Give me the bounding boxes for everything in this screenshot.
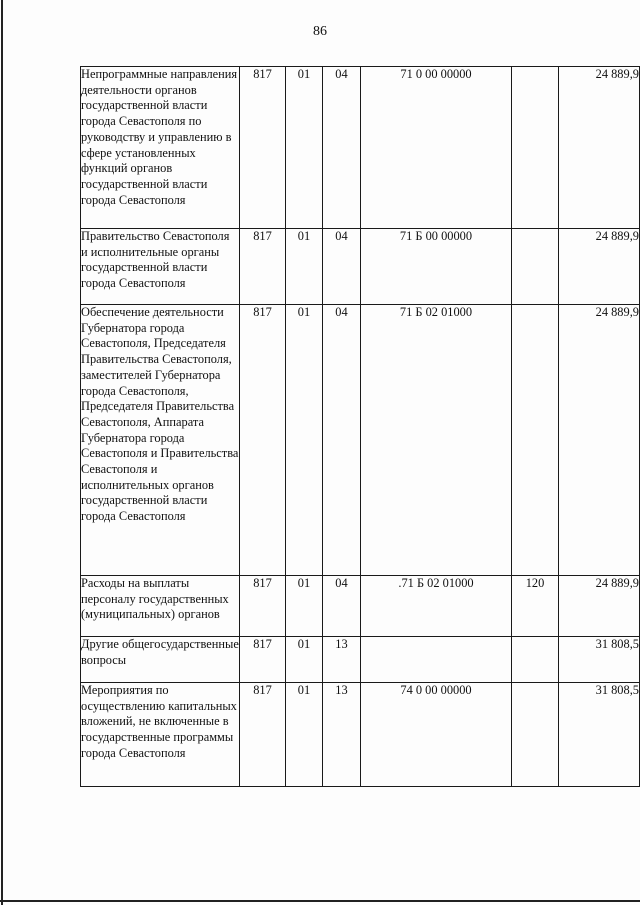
table-row — [81, 576, 640, 637]
row-section-code: 01 — [286, 683, 323, 787]
row-amount: 24 889,9 — [559, 67, 640, 229]
row-ministry-code: 817 — [240, 637, 286, 683]
row-expense-type — [512, 637, 559, 683]
row-ministry-code: 817 — [240, 576, 286, 637]
table-row — [81, 305, 640, 576]
page-number: 86 — [313, 24, 327, 39]
row-section-code: 01 — [286, 229, 323, 305]
row-target-article: .71 Б 02 01000 — [361, 576, 512, 637]
row-target-article — [361, 637, 512, 683]
row-amount: 24 889,9 — [559, 229, 640, 305]
row-ministry-code: 817 — [240, 683, 286, 787]
row-ministry-code: 817 — [240, 305, 286, 576]
row-name: Мероприятия по осуществлению капитальных вложений, не включенные в государственные программы города Севастополя — [81, 683, 240, 787]
row-target-article: 71 Б 00 00000 — [361, 229, 512, 305]
scan-bottom-edge — [0, 900, 640, 902]
row-section-code: 01 — [286, 305, 323, 576]
row-subsection-code: 13 — [323, 683, 361, 787]
row-amount: 24 889,9 — [559, 305, 640, 576]
row-section-code: 01 — [286, 637, 323, 683]
table-row — [81, 637, 640, 683]
row-target-article: 71 Б 02 01000 — [361, 305, 512, 576]
row-name: Обеспечение деятельности Губернатора города Севастополя, Председателя Правительства Севастополя, заместителей Губернатора города Севастополя, Председателя Правительства Севастополя, Аппарата Губернатора города Севастополя и Правительства Севастополя и исполнительных органов государственной власти города Севастополя — [81, 305, 240, 576]
row-name: Другие общегосударственные вопросы — [81, 637, 240, 683]
row-amount: 31 808,5 — [559, 683, 640, 787]
scan-left-edge — [1, 0, 3, 905]
row-amount: 31 808,5 — [559, 637, 640, 683]
row-name: Непрограммные направления деятельности органов государственной власти города Севастополя по руководству и управлению в сфере установленных функций органов государственной власти города Севастополя — [81, 67, 240, 229]
row-subsection-code: 13 — [323, 637, 361, 683]
row-name: Расходы на выплаты персоналу государственных (муниципальных) органов — [81, 576, 240, 637]
row-name: Правительство Севастополя и исполнительные органы государственной власти города Севастополя — [81, 229, 240, 305]
row-section-code: 01 — [286, 67, 323, 229]
row-expense-type — [512, 229, 559, 305]
table-row — [81, 67, 640, 229]
row-amount: 24 889,9 — [559, 576, 640, 637]
row-ministry-code: 817 — [240, 67, 286, 229]
row-subsection-code: 04 — [323, 229, 361, 305]
table-row — [81, 683, 640, 787]
row-expense-type — [512, 683, 559, 787]
row-ministry-code: 817 — [240, 229, 286, 305]
table-row — [81, 229, 640, 305]
row-expense-type — [512, 67, 559, 229]
row-target-article: 74 0 00 00000 — [361, 683, 512, 787]
row-subsection-code: 04 — [323, 67, 361, 229]
row-expense-type: 120 — [512, 576, 559, 637]
row-target-article: 71 0 00 00000 — [361, 67, 512, 229]
row-subsection-code: 04 — [323, 305, 361, 576]
row-expense-type — [512, 305, 559, 576]
row-section-code: 01 — [286, 576, 323, 637]
row-subsection-code: 04 — [323, 576, 361, 637]
budget-table — [80, 66, 640, 787]
